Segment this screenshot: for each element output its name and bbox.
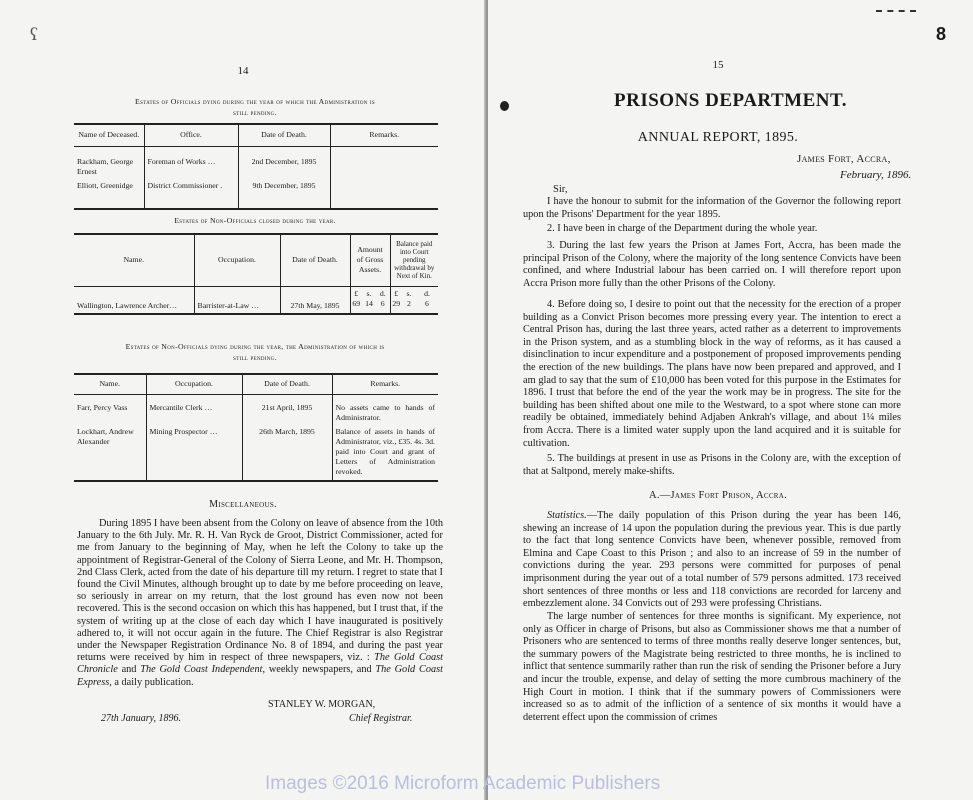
cell-date: 2nd December, 1895 [238,146,330,179]
section-heading: A.—James Fort Prison, Accra. [648,490,788,501]
col-header: Name. [74,234,194,286]
page-number: 14 [237,65,249,77]
misc-paragraph: During 1895 I have been absent from the Colony on leave of absence from the 10th January to the 6th July. Mr. R. H. Van Ryck de Groot, District Commissioner, acted for me from January to the beginning of May, when he left the Colony to take up the appointment of Registrar-General of the Colony of Sierra Leone, and Mr. H. Thompson, 2nd Class Clerk, acted from the date of his departure till my return. I regret to state that I found the Civil Minutes, although brought up to date by me before proceeding on leave, so seriously in arrear on my return, that the lost ground has even now not been recovered. This is the second occasion on which this has happened, but I trust that, if the system of writing up at the close of each day which I have inaugurated is positively adhered to, it will not occur again in the future. The Chief Registrar is also Registrar under the Newspaper Registration Ordinance No. 8 of 1894, and during the past year returns were received by him in respect of three newspapers, viz. : The Gold Coast Chronicle and The Gold Coast Independent, weekly newspapers, and The Gold Coast Express, a daily publication. [77,518,444,688]
report-date: February, 1896. [840,169,912,181]
officials-pending-table [74,123,438,210]
non-officials-closed-table [74,233,438,315]
misc-date: 27th January, 1896. [101,713,181,724]
page-number: 15 [712,59,724,71]
col-header: Date of Death. [280,234,350,286]
col-header: Occupation. [194,234,280,286]
corner-mark [876,10,916,12]
cell-name: Elliott, Greenidge [74,179,144,209]
col-header: Office. [144,124,238,146]
department-title: PRISONS DEPARTMENT. [614,90,847,111]
paragraph-3: 3. During the last few years the Prison at James Fort, Accra, has been made the principal Prison of the Colony, where the majority of the long sentence Convicts have been confined, and where Industrial labour has been carried on. I will therefore report upon Accra Prison more fully than the other Prisons of the Colony. [523,240,901,289]
col-header: Balance paid into Court pending withdrawal by Next of Kin. [390,234,438,286]
col-header: Remarks. [332,374,438,394]
cell-balance: £ 29 [390,286,402,314]
cell-name: Lockhart, Andrew Alexander [74,425,146,481]
paragraph-5: 5. The buildings at present in use as Prisons in the Colony are, with the exception of that at Saltpond, merely make-shifts. [523,453,901,477]
margin-mark: ʕ [30,24,38,44]
cell-balance: s. 2 [402,286,416,314]
col-header: Name of Deceased. [74,124,144,146]
report-title: ANNUAL REPORT, 1895. [637,130,799,145]
paragraph-1: I have the honour to submit for the information of the Governor the following report upon the Prisons' Department for the year 1895. [523,196,901,220]
cell-date: 21st April, 1895 [242,394,332,425]
col-header: Date of Death. [242,374,332,394]
cell-occupation: Mining Prospector … [146,425,242,481]
section1-caption: Estates of Officials dying during the year of which the Administration is still pending. [135,97,375,117]
col-header: Date of Death. [238,124,330,146]
cell-office: District Commissioner . [144,179,238,209]
cell-remarks: Balance of assets in hands of Administrator, viz., £35. 4s. 3d. paid into Court and grant of Letters of Administration revoked. [332,425,438,481]
misc-heading: Miscellaneous. [209,499,277,510]
table-row [74,179,438,209]
cell-date: 27th May, 1895 [280,286,350,314]
col-header: Occupation. [146,374,242,394]
cell-name: Wallington, Lawrence Archer… [74,286,194,314]
cell-balance: d. 6 [416,286,438,314]
paragraph-2: 2. I have been in charge of the Department during the whole year. [547,223,818,234]
cell-remarks: No assets came to hands of Administrator. [335,402,435,422]
cell-amount: d. 6 [376,286,390,314]
watermark: Images ©2016 Microform Academic Publishers [265,773,661,794]
table-row [74,425,438,481]
cell-office: Foreman of Works … [144,146,238,179]
place: James Fort, Accra, [797,153,891,165]
signatory-title: Chief Registrar. [349,713,413,724]
cell-amount: s. 14 [362,286,376,314]
signatory: STANLEY W. MORGAN, [268,699,376,710]
table-row [74,286,438,314]
right-page [488,0,973,800]
cell-name: Rackham, George Ernest [74,146,144,179]
salutation: Sir, [553,184,568,195]
cell-amount: £ 69 [350,286,362,314]
table-row [74,146,438,179]
paragraph-4: 4. Before doing so, I desire to point out that the necessity for the erection of a proper building as a Convict Prison becomes more pressing every year. The intention to erect a Central Prison has, during the last three years, acted rather as a deterrent to improvements in the Prison system, and as a stumbling block in the way of reforms, as it has caused a disinclination to incur expenditure and a postponement of proposed improvements pending the erection of the new buildings. The plans have now been prepared and approved, and I am glad to say that the sum of £10,000 has been voted for this purpose in the Estimates for 1896. I trust that before the end of the year the work may be in progress. The site for the building has been shifted about one mile to the Westward, to a spot where stone can more readily be obtained, immediately behind Adjaben Ankrah's village, and about 1¼ miles from Accra. There is a limited water supply upon the land acquired and it is suitable for cultivation. [523,299,901,449]
non-officials-pending-table [74,373,438,482]
cell-remarks [330,179,438,209]
cell-remarks [330,146,438,179]
col-header: Amount of Gross Assets. [350,234,390,286]
closing-paragraph: The large number of sentences for three months is significant. My experience, not only as Officer in charge of Prisons, but also as Commissioner shows me that a number of Prisoners who are sentenced to terms of three months really deserve longer sentences, but, the summary powers of the Magistrate being restricted to three months, he is inclined to inflict that sentence summarily rather than run the risk of sending the Prisoner before a Jury and incur the trouble, expense, and delay of setting the more cumbrous machinery of the High Court in motion. I think that if the summary powers of Commissioners were increased so as to admit of the infliction of a sentence of six months it would have a deterrent effect upon the commission of crimes [523,611,901,723]
corner-number: 8 [936,24,947,44]
cell-occupation: Mercantile Clerk … [146,394,242,425]
col-header: Name. [74,374,146,394]
statistics-paragraph: Statistics.—The daily population of this Prison during the year has been 146, shewing an increase of 14 upon the population during the previous year. This is due partly to the fact that long sentence Convicts have been, whenever possible, removed from Elmina and Cape Coast to this Prison ; and also to an increase of 59 in the number of convictions during the year. 293 persons were committed for purposes of penal imprisonment during the year out of a total number of 579 persons admitted. 173 received short sentences of three months or less and 118 convictions are recorded for larceny and embezzlement alone. 34 Convicts out of 293 were professing Christians. [523,510,901,610]
cell-occupation: Barrister-at-Law … [194,286,280,314]
col-header: Remarks. [330,124,438,146]
section3-caption: Estates of Non-Officials dying during the year, the Administration of which is still pending. [125,342,385,362]
left-page [0,0,486,800]
cell-date: 26th March, 1895 [242,425,332,481]
table-row [74,394,438,425]
section2-caption: Estates of Non-Officials closed during the year. [174,216,336,225]
cell-date: 9th December, 1895 [238,179,330,209]
cell-name: Farr, Percy Vass [74,394,146,425]
